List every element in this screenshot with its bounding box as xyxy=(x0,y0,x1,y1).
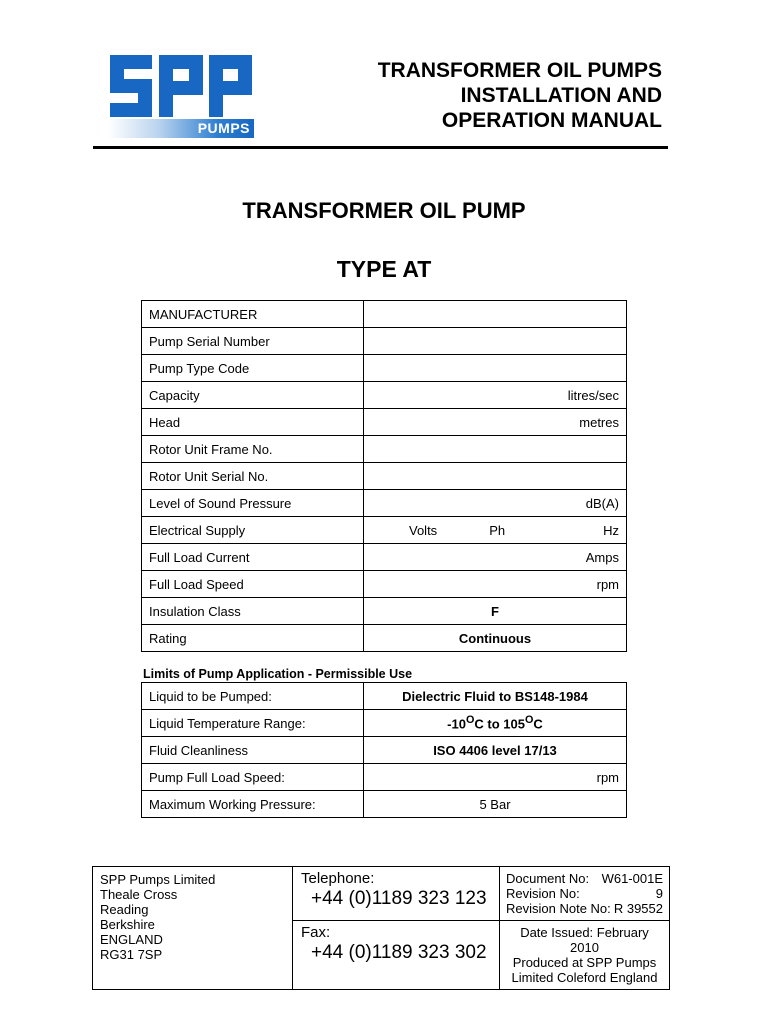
footer-table xyxy=(92,866,670,990)
table-row xyxy=(142,791,627,818)
spp-logo-letters xyxy=(108,55,254,117)
spec-value xyxy=(364,301,627,328)
spec-unit: metres xyxy=(364,409,627,436)
logo-pumps-bar xyxy=(108,119,254,138)
limit-unit: rpm xyxy=(364,764,627,791)
spec-value xyxy=(364,328,627,355)
limit-label: Fluid Cleanliness xyxy=(142,737,364,764)
pump-spec-table xyxy=(141,300,627,652)
table-row xyxy=(142,463,627,490)
spec-label: Rotor Unit Serial No. xyxy=(142,463,364,490)
doc-no-value: W61-001E xyxy=(601,871,663,886)
table-row xyxy=(142,490,627,517)
date-issued: Date Issued: February 2010 xyxy=(520,925,649,955)
telephone-label: Telephone: xyxy=(301,870,375,887)
produced-line2: Limited Coleford England xyxy=(511,970,658,985)
spec-value xyxy=(364,436,627,463)
address-line: SPP Pumps Limited xyxy=(100,872,216,887)
revision-value: 9 xyxy=(655,886,663,901)
table-row xyxy=(142,683,627,710)
limit-value: ISO 4406 level 17/13 xyxy=(364,737,627,764)
spec-label: MANUFACTURER xyxy=(142,301,364,328)
spec-label: Insulation Class xyxy=(142,598,364,625)
limit-label: Liquid to be Pumped: xyxy=(142,683,364,710)
temp-mid: C to 105 xyxy=(474,716,525,732)
limit-label: Pump Full Load Speed: xyxy=(142,764,364,791)
spec-label: Level of Sound Pressure xyxy=(142,490,364,517)
spec-label: Full Load Current xyxy=(142,544,364,571)
electrical-supply-units xyxy=(364,517,627,544)
document-title: TRANSFORMER OIL PUMP xyxy=(242,198,526,223)
manual-title-line3: OPERATION MANUAL xyxy=(441,109,662,132)
table-row xyxy=(142,436,627,463)
table-row xyxy=(142,328,627,355)
revision-row xyxy=(506,886,663,901)
table-row xyxy=(142,737,627,764)
address-line: Berkshire xyxy=(100,917,155,932)
telephone-cell xyxy=(293,867,500,921)
spec-value: Continuous xyxy=(364,625,627,652)
document-info xyxy=(500,867,670,921)
spec-label: Full Load Speed xyxy=(142,571,364,598)
supply-hz: Hz xyxy=(603,522,619,538)
spp-logo xyxy=(108,55,254,139)
temp-low: -10 xyxy=(447,716,466,732)
produced-line1: Produced at SPP Pumps xyxy=(512,955,657,970)
table-row xyxy=(142,710,627,737)
limits-table xyxy=(141,682,627,818)
spec-value: F xyxy=(364,598,627,625)
doc-no-label: Document No: xyxy=(506,871,590,886)
manual-title-line2: INSTALLATION AND xyxy=(460,84,662,107)
limit-label: Maximum Working Pressure: xyxy=(142,791,364,818)
table-row xyxy=(142,517,627,544)
spec-unit: dB(A) xyxy=(364,490,627,517)
pump-type-title: TYPE AT xyxy=(336,256,432,282)
revision-note-row xyxy=(506,901,663,916)
table-row xyxy=(142,409,627,436)
spec-unit: litres/sec xyxy=(364,382,627,409)
table-row xyxy=(142,382,627,409)
table-row xyxy=(142,571,627,598)
table-row xyxy=(142,764,627,791)
fax-label: Fax: xyxy=(301,924,331,941)
table-row xyxy=(142,301,627,328)
limit-value: Dielectric Fluid to BS148-1984 xyxy=(364,683,627,710)
company-address xyxy=(93,867,293,990)
spec-label: Pump Type Code xyxy=(142,355,364,382)
fax-cell xyxy=(293,921,500,990)
address-line: RG31 7SP xyxy=(100,947,163,962)
degree-mark: O xyxy=(524,714,534,727)
manual-title-line1: TRANSFORMER OIL PUMPS xyxy=(377,59,662,82)
spec-label: Capacity xyxy=(142,382,364,409)
temp-end: C xyxy=(533,716,543,732)
spec-label: Rotor Unit Frame No. xyxy=(142,436,364,463)
address-line: Reading xyxy=(100,902,149,917)
table-row xyxy=(93,867,670,921)
supply-phase: Ph xyxy=(489,522,506,538)
revision-note-label: Revision Note No: xyxy=(506,901,611,916)
limit-value xyxy=(364,710,627,737)
supply-volts: Volts xyxy=(409,522,438,538)
table-row xyxy=(142,544,627,571)
table-row xyxy=(142,625,627,652)
revision-note-value: R 39552 xyxy=(613,901,663,916)
spec-value xyxy=(364,463,627,490)
manual-title xyxy=(378,58,662,133)
spec-label: Electrical Supply xyxy=(142,517,364,544)
issue-info xyxy=(500,921,670,990)
degree-mark: O xyxy=(465,714,475,727)
doc-no-row xyxy=(506,871,663,886)
address-line: Theale Cross xyxy=(100,887,178,902)
revision-label: Revision No: xyxy=(506,886,580,901)
header-divider xyxy=(93,146,668,149)
spec-label: Head xyxy=(142,409,364,436)
address-line: ENGLAND xyxy=(100,932,163,947)
limit-value: 5 Bar xyxy=(364,791,627,818)
spec-label: Pump Serial Number xyxy=(142,328,364,355)
fax-number: +44 (0)1189 323 302 xyxy=(311,942,487,963)
spec-label: Rating xyxy=(142,625,364,652)
logo-pumps-text: PUMPS xyxy=(197,120,250,136)
table-row xyxy=(142,355,627,382)
limit-label: Liquid Temperature Range: xyxy=(142,710,364,737)
telephone-number: +44 (0)1189 323 123 xyxy=(311,888,487,909)
spec-unit: rpm xyxy=(364,571,627,598)
spec-unit: Amps xyxy=(364,544,627,571)
table-row xyxy=(142,598,627,625)
limits-heading: Limits of Pump Application - Permissible Use xyxy=(143,667,413,681)
spec-value xyxy=(364,355,627,382)
